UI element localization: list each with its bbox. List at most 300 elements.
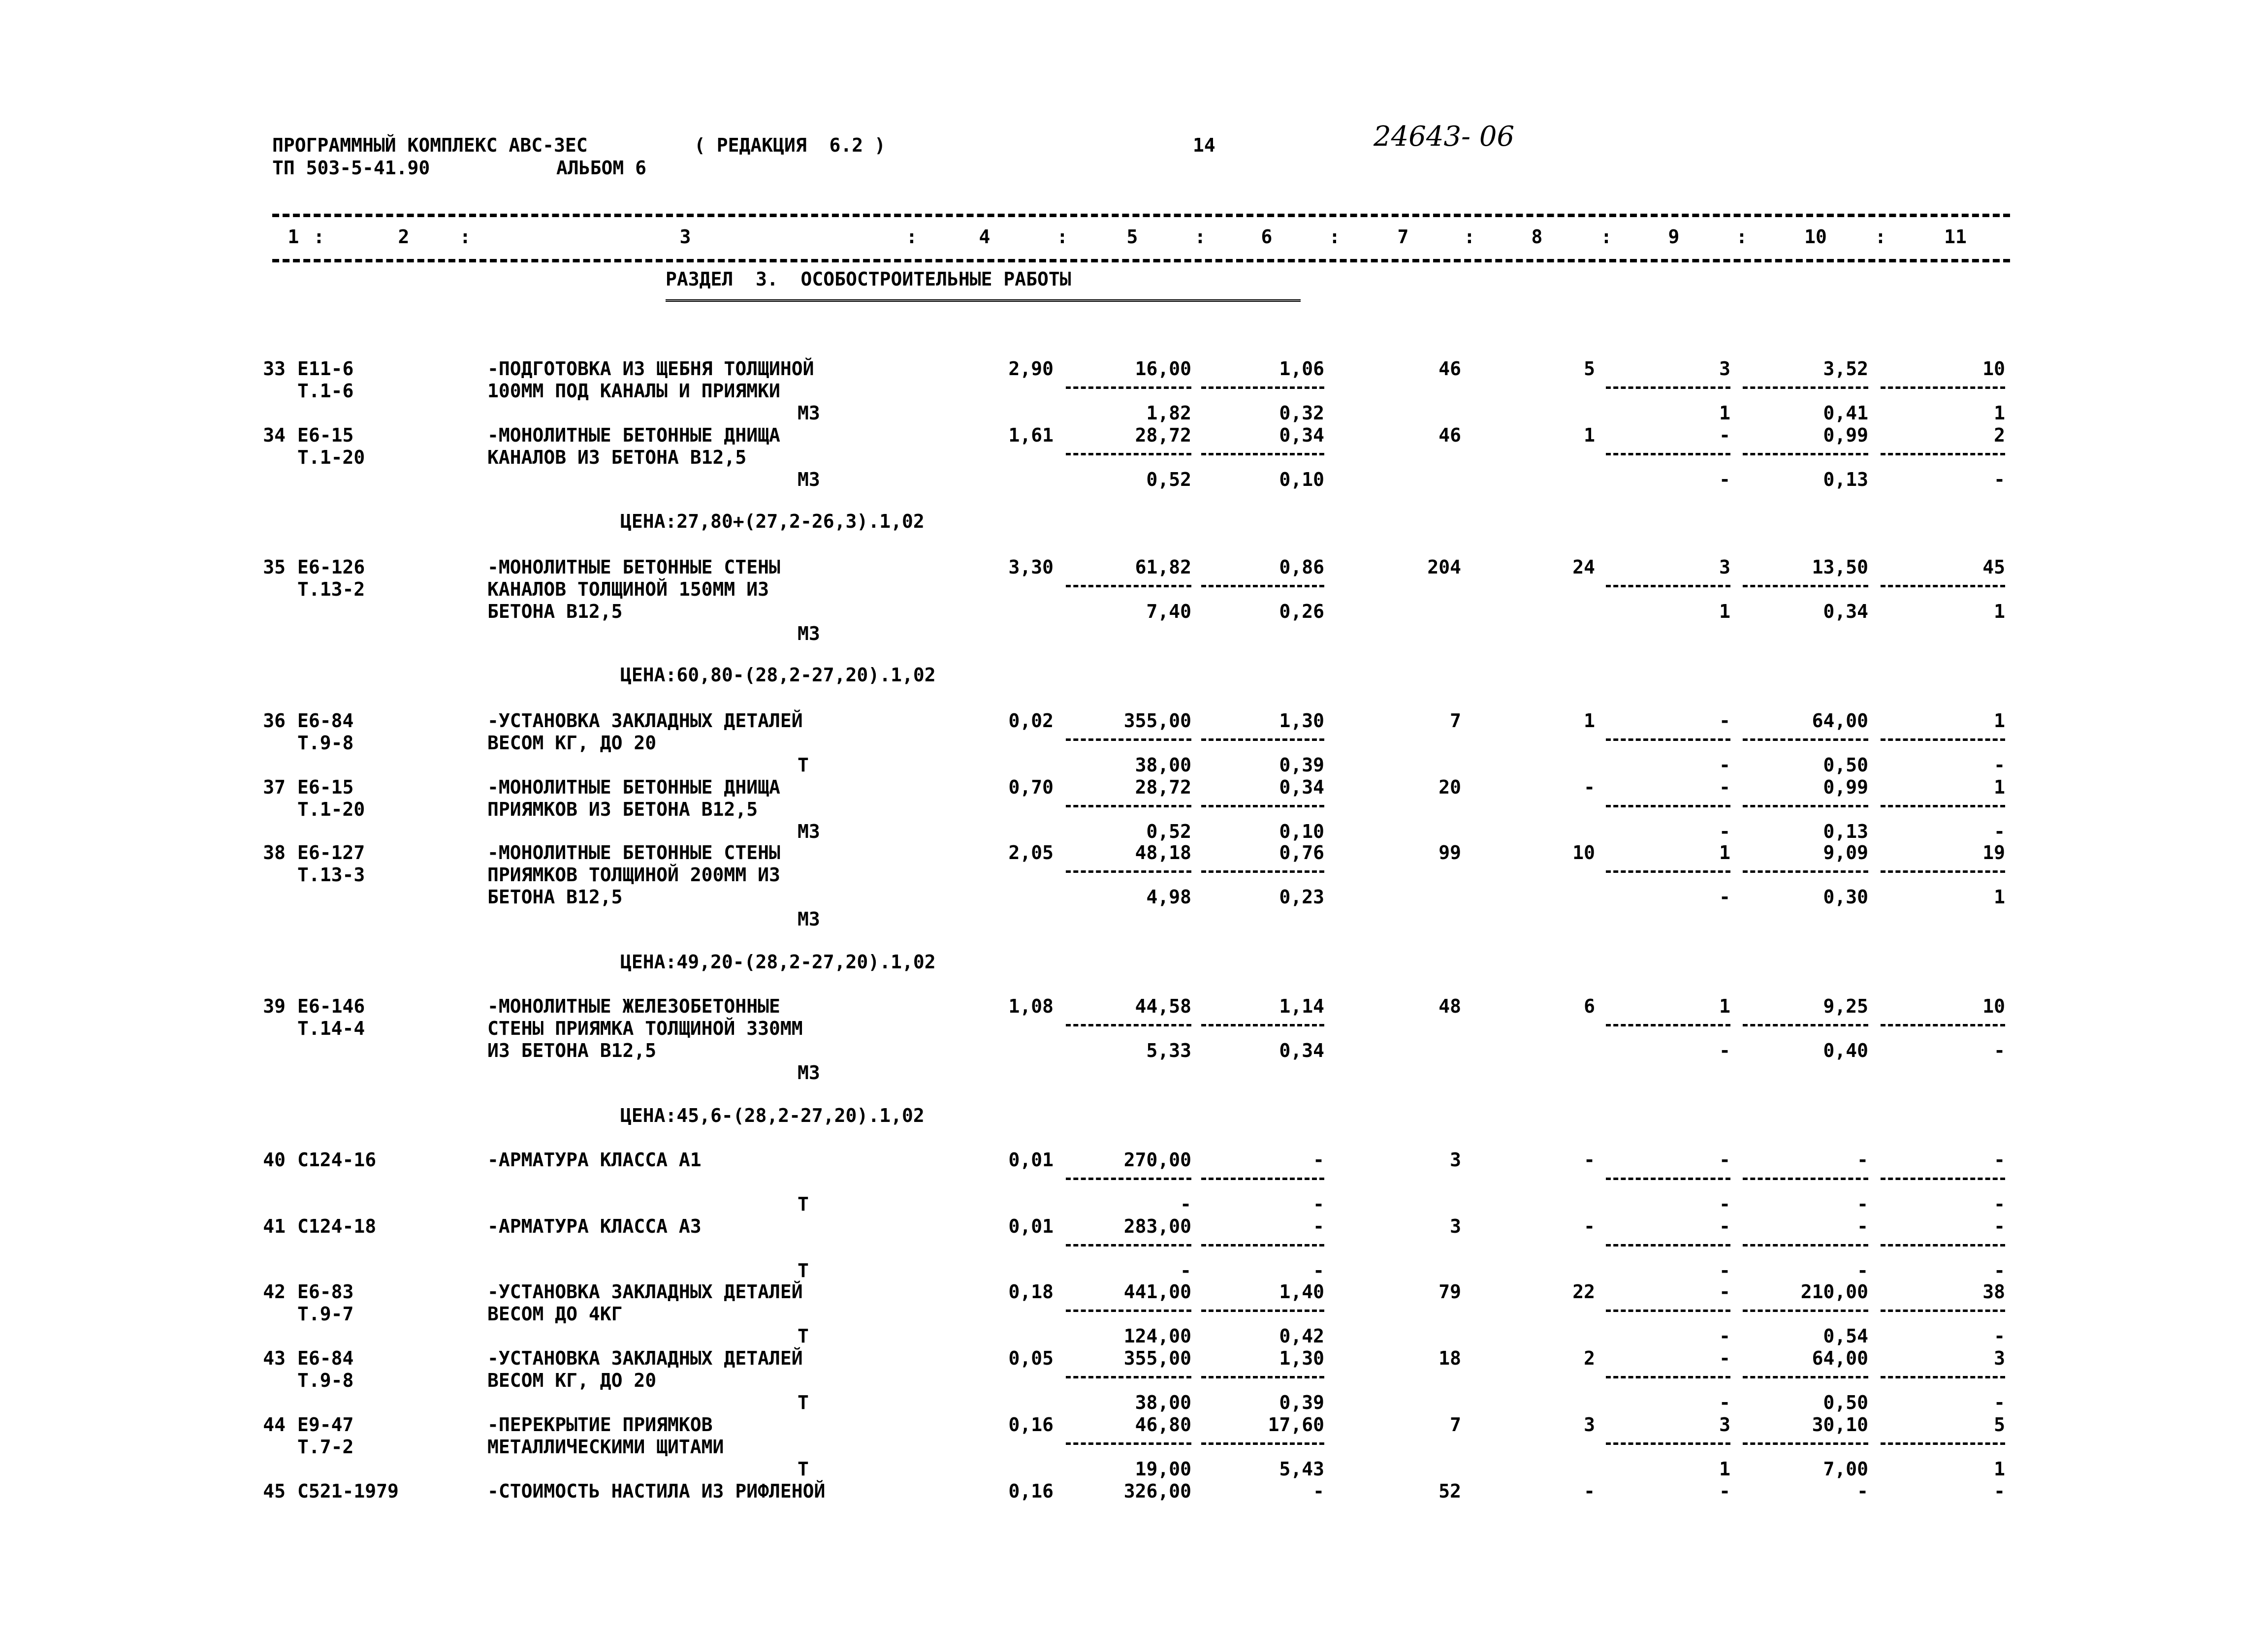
unit-machine-cost: 38,00 (1135, 754, 1191, 776)
col11-sub-value: 1 (1994, 402, 2005, 424)
column-separator: : (1056, 226, 1068, 248)
project-code: ТП 503-5-41.90 (272, 157, 430, 179)
total-cost: 79 (1438, 1281, 1461, 1303)
subtotal-rule (1606, 738, 1730, 741)
quantity: 1,08 (1008, 995, 1054, 1017)
total-wage: 3 (1584, 1414, 1595, 1436)
row-number: 37 (263, 776, 286, 798)
column-separator: : (906, 226, 918, 248)
col9-value: - (1719, 1281, 1730, 1303)
total-wage: - (1584, 1149, 1595, 1171)
unit-machine-cost: 38,00 (1135, 1392, 1191, 1413)
col10-value: 30,10 (1812, 1414, 1868, 1436)
norm-table-ref: Т.13-3 (297, 864, 365, 886)
unit-machine-wage: 0,32 (1279, 402, 1324, 424)
col10-value: 64,00 (1812, 710, 1868, 732)
unit-machine-wage: 0,34 (1279, 1040, 1324, 1061)
column-header-3: 3 (679, 226, 691, 248)
subtotal-rule (1201, 1442, 1324, 1445)
column-separator: : (1329, 226, 1341, 248)
norm-table-ref: Т.1-20 (297, 447, 365, 468)
wage-cost: 1,30 (1279, 710, 1324, 732)
col10-value: 13,50 (1812, 556, 1868, 578)
work-description: -МОНОЛИТНЫЕ БЕТОННЫЕ СТЕНЫ (487, 556, 780, 578)
col10-value: 9,25 (1823, 995, 1868, 1017)
subtotal-rule (1606, 805, 1730, 807)
subtotal-rule (1743, 585, 1868, 587)
unit-machine-cost: 4,98 (1146, 886, 1191, 908)
unit-machine-wage: - (1313, 1260, 1324, 1281)
unit-of-measure: М3 (798, 821, 820, 842)
subtotal-rule (1743, 1244, 1868, 1246)
unit-machine-cost: 19,00 (1135, 1458, 1191, 1480)
subtotal-rule (1743, 805, 1868, 807)
subtotal-rule (1606, 1024, 1730, 1026)
col10-sub-value: - (1857, 1193, 1868, 1215)
unit-cost: 16,00 (1135, 358, 1191, 380)
norm-code: Е11-6 (297, 358, 354, 380)
section-title: РАЗДЕЛ 3. ОСОБОСТРОИТЕЛЬНЫЕ РАБОТЫ (666, 268, 1071, 290)
col9-sub-value: - (1719, 754, 1730, 776)
norm-code: Е9-47 (297, 1414, 354, 1436)
wage-cost: 1,30 (1279, 1347, 1324, 1369)
subtotal-rule (1066, 1310, 1191, 1312)
column-separator: : (459, 226, 471, 248)
subtotal-rule (1743, 1024, 1868, 1026)
work-description: -МОНОЛИТНЫЕ ЖЕЛЕЗОБЕТОННЫЕ (487, 995, 780, 1017)
unit-of-measure: Т (798, 1260, 809, 1281)
subtotal-rule (1881, 870, 2005, 873)
column-separator: : (1736, 226, 1748, 248)
total-wage: 24 (1572, 556, 1595, 578)
subtotal-rule (1881, 1244, 2005, 1246)
work-description: КАНАЛОВ ИЗ БЕТОНА В12,5 (487, 447, 747, 468)
unit-machine-cost: 5,33 (1146, 1040, 1191, 1061)
subtotal-rule (1066, 1376, 1191, 1378)
wage-cost: 0,34 (1279, 776, 1324, 798)
norm-code: Е6-83 (297, 1281, 354, 1303)
quantity: 0,01 (1008, 1149, 1054, 1171)
norm-code: Е6-146 (297, 995, 365, 1017)
col9-value: - (1719, 1215, 1730, 1237)
wage-cost: 1,40 (1279, 1281, 1324, 1303)
row-number: 42 (263, 1281, 286, 1303)
column-header-6: 6 (1261, 226, 1273, 248)
subtotal-rule (1201, 386, 1324, 389)
unit-of-measure: Т (798, 754, 809, 776)
work-description: -ПОДГОТОВКА ИЗ ЩЕБНЯ ТОЛЩИНОЙ (487, 358, 814, 380)
total-wage: - (1584, 1215, 1595, 1237)
column-header-4: 4 (979, 226, 990, 248)
norm-code: Е6-84 (297, 710, 354, 732)
col9-value: 3 (1719, 358, 1730, 380)
total-cost: 99 (1438, 842, 1461, 863)
col10-sub-value: 0,30 (1823, 886, 1868, 908)
work-description: ИЗ БЕТОНА В12,5 (487, 1040, 657, 1061)
col9-value: 1 (1719, 842, 1730, 863)
subtotal-rule (1606, 1376, 1730, 1378)
col11-sub-value: - (1994, 821, 2005, 842)
unit-cost: 46,80 (1135, 1414, 1191, 1436)
row-number: 45 (263, 1480, 286, 1502)
column-header-1: 1 (287, 226, 299, 248)
subtotal-rule (1881, 738, 2005, 741)
col10-value: - (1857, 1480, 1868, 1502)
wage-cost: 1,06 (1279, 358, 1324, 380)
work-description: МЕТАЛЛИЧЕСКИМИ ЩИТАМИ (487, 1436, 724, 1458)
unit-cost: 326,00 (1123, 1480, 1191, 1502)
wage-cost: 0,76 (1279, 842, 1324, 863)
total-cost: 7 (1450, 1414, 1461, 1436)
work-description: -УСТАНОВКА ЗАКЛАДНЫХ ДЕТАЛЕЙ (487, 710, 803, 732)
subtotal-rule (1881, 386, 2005, 389)
col11-value: 19 (1982, 842, 2005, 863)
row-number: 39 (263, 995, 286, 1017)
subtotal-rule (1743, 453, 1868, 455)
col9-value: 1 (1719, 995, 1730, 1017)
total-cost: 46 (1438, 424, 1461, 446)
quantity: 0,70 (1008, 776, 1054, 798)
subtotal-rule (1881, 1024, 2005, 1026)
work-description: СТЕНЫ ПРИЯМКА ТОЛЩИНОЙ 330ММ (487, 1018, 803, 1039)
unit-machine-cost: 124,00 (1123, 1325, 1191, 1347)
col10-value: 210,00 (1800, 1281, 1868, 1303)
total-wage: 1 (1584, 710, 1595, 732)
subtotal-rule (1066, 805, 1191, 807)
col11-sub-value: 1 (1994, 886, 2005, 908)
col10-value: - (1857, 1149, 1868, 1171)
subtotal-rule (1606, 453, 1730, 455)
unit-machine-wage: 0,23 (1279, 886, 1324, 908)
unit-of-measure: М3 (798, 402, 820, 424)
total-cost: 204 (1427, 556, 1461, 578)
subtotal-rule (1743, 1310, 1868, 1312)
col10-value: - (1857, 1215, 1868, 1237)
col10-sub-value: 0,34 (1823, 601, 1868, 622)
subtotal-rule (1881, 805, 2005, 807)
row-number: 40 (263, 1149, 286, 1171)
col11-sub-value: - (1994, 754, 2005, 776)
quantity: 0,18 (1008, 1281, 1054, 1303)
wage-cost: 1,14 (1279, 995, 1324, 1017)
column-separator: : (1464, 226, 1475, 248)
subtotal-rule (1201, 1024, 1324, 1026)
col11-value: 38 (1982, 1281, 2005, 1303)
norm-table-ref: Т.1-20 (297, 799, 365, 820)
work-description: -УСТАНОВКА ЗАКЛАДНЫХ ДЕТАЛЕЙ (487, 1281, 803, 1303)
total-cost: 18 (1438, 1347, 1461, 1369)
work-description: -АРМАТУРА КЛАССА А3 (487, 1215, 702, 1237)
unit-machine-wage: 0,26 (1279, 601, 1324, 622)
norm-table-ref: Т.9-8 (297, 732, 354, 754)
unit-machine-wage: 0,10 (1279, 469, 1324, 490)
album-label: АЛЬБОМ 6 (556, 157, 647, 179)
unit-of-measure: Т (798, 1325, 809, 1347)
col11-value: - (1994, 1215, 2005, 1237)
wage-cost: - (1313, 1149, 1324, 1171)
col10-sub-value: 0,13 (1823, 821, 1868, 842)
col9-value: - (1719, 424, 1730, 446)
col11-sub-value: - (1994, 1392, 2005, 1413)
quantity: 0,02 (1008, 710, 1054, 732)
col9-sub-value: 1 (1719, 601, 1730, 622)
unit-machine-wage: 0,39 (1279, 754, 1324, 776)
quantity: 1,61 (1008, 424, 1054, 446)
col10-sub-value: 0,13 (1823, 469, 1868, 490)
subtotal-rule (1743, 1442, 1868, 1445)
unit-cost: 270,00 (1123, 1149, 1191, 1171)
work-description: -СТОИМОСТЬ НАСТИЛА ИЗ РИФЛЕНОЙ (487, 1480, 826, 1502)
total-wage: 1 (1584, 424, 1595, 446)
col9-sub-value: - (1719, 1193, 1730, 1215)
col11-sub-value: - (1994, 1193, 2005, 1215)
edition-label: ( РЕДАКЦИЯ 6.2 ) (694, 134, 886, 156)
col9-value: 3 (1719, 556, 1730, 578)
row-number: 35 (263, 556, 286, 578)
col10-sub-value: 0,50 (1823, 754, 1868, 776)
total-cost: 52 (1438, 1480, 1461, 1502)
total-wage: 10 (1572, 842, 1595, 863)
column-header-7: 7 (1397, 226, 1409, 248)
unit-machine-wage: - (1313, 1193, 1324, 1215)
unit-of-measure: М3 (798, 623, 820, 644)
unit-machine-cost: 0,52 (1146, 469, 1191, 490)
row-number: 33 (263, 358, 286, 380)
col10-value: 0,99 (1823, 424, 1868, 446)
col9-value: - (1719, 1149, 1730, 1171)
subtotal-rule (1606, 1244, 1730, 1246)
price-formula: ЦЕНА:49,20-(28,2-27,20).1,02 (620, 951, 936, 973)
quantity: 0,16 (1008, 1414, 1054, 1436)
quantity: 0,05 (1008, 1347, 1054, 1369)
total-cost: 3 (1450, 1149, 1461, 1171)
wage-cost: 0,34 (1279, 424, 1324, 446)
total-wage: - (1584, 1480, 1595, 1502)
norm-table-ref: Т.13-2 (297, 578, 365, 600)
subtotal-rule (1066, 386, 1191, 389)
unit-cost: 61,82 (1135, 556, 1191, 578)
wage-cost: 17,60 (1268, 1414, 1324, 1436)
col10-value: 0,99 (1823, 776, 1868, 798)
col9-sub-value: - (1719, 1040, 1730, 1061)
unit-of-measure: М3 (798, 1062, 820, 1084)
subtotal-rule (1881, 1178, 2005, 1180)
col10-sub-value: - (1857, 1260, 1868, 1281)
subtotal-rule (1201, 738, 1324, 741)
col9-value: - (1719, 776, 1730, 798)
column-header-10: 10 (1804, 226, 1827, 248)
subtotal-rule (1066, 1178, 1191, 1180)
subtotal-rule (1881, 453, 2005, 455)
col9-value: - (1719, 1347, 1730, 1369)
work-description: -МОНОЛИТНЫЕ БЕТОННЫЕ ДНИЩА (487, 776, 780, 798)
norm-code: С521-1979 (297, 1480, 399, 1502)
work-description: ПРИЯМКОВ ИЗ БЕТОНА В12,5 (487, 799, 758, 820)
subtotal-rule (1606, 585, 1730, 587)
column-header-2: 2 (398, 226, 410, 248)
col11-sub-value: 1 (1994, 1458, 2005, 1480)
col9-sub-value: 1 (1719, 1458, 1730, 1480)
wage-cost: 0,86 (1279, 556, 1324, 578)
unit-of-measure: М3 (798, 908, 820, 930)
norm-table-ref: Т.14-4 (297, 1018, 365, 1039)
subtotal-rule (1066, 1244, 1191, 1246)
unit-machine-cost: - (1180, 1193, 1191, 1215)
col11-value: 1 (1994, 710, 2005, 732)
unit-machine-cost: 0,52 (1146, 821, 1191, 842)
subtotal-rule (1201, 805, 1324, 807)
quantity: 0,16 (1008, 1480, 1054, 1502)
col10-value: 3,52 (1823, 358, 1868, 380)
row-number: 43 (263, 1347, 286, 1369)
norm-table-ref: Т.7-2 (297, 1436, 354, 1458)
subtotal-rule (1743, 1178, 1868, 1180)
subtotal-rule (1606, 870, 1730, 873)
work-description: ВЕСОМ ДО 4КГ (487, 1303, 623, 1325)
subtotal-rule (1201, 453, 1324, 455)
col11-value: 3 (1994, 1347, 2005, 1369)
col9-value: 3 (1719, 1414, 1730, 1436)
work-description: ВЕСОМ КГ, ДО 20 (487, 732, 657, 754)
unit-machine-wage: 0,42 (1279, 1325, 1324, 1347)
subtotal-rule (1881, 1310, 2005, 1312)
column-header-9: 9 (1668, 226, 1680, 248)
total-wage: 5 (1584, 358, 1595, 380)
col11-value: 5 (1994, 1414, 2005, 1436)
handwritten-doc-number: 24643- 06 (1374, 121, 1515, 153)
norm-code: Е6-15 (297, 776, 354, 798)
total-cost: 3 (1450, 1215, 1461, 1237)
col9-sub-value: - (1719, 469, 1730, 490)
work-description: ПРИЯМКОВ ТОЛЩИНОЙ 200ММ ИЗ (487, 864, 780, 886)
row-number: 38 (263, 842, 286, 863)
work-description: -ПЕРЕКРЫТИЕ ПРИЯМКОВ (487, 1414, 713, 1436)
unit-machine-wage: 0,10 (1279, 821, 1324, 842)
norm-code: С124-18 (297, 1215, 377, 1237)
subtotal-rule (1066, 453, 1191, 455)
program-title: ПРОГРАММНЫЙ КОМПЛЕКС АВС-3ЕС (272, 134, 588, 156)
norm-code: Е6-15 (297, 424, 354, 446)
column-separator: : (313, 226, 325, 248)
column-separator: : (1194, 226, 1206, 248)
norm-table-ref: Т.9-7 (297, 1303, 354, 1325)
col9-value: - (1719, 710, 1730, 732)
subtotal-rule (1066, 585, 1191, 587)
subtotal-rule (1606, 1310, 1730, 1312)
column-header-8: 8 (1531, 226, 1543, 248)
unit-of-measure: Т (798, 1193, 809, 1215)
unit-cost: 283,00 (1123, 1215, 1191, 1237)
subtotal-rule (1066, 738, 1191, 741)
subtotal-rule (1066, 1024, 1191, 1026)
work-description: БЕТОНА В12,5 (487, 886, 623, 908)
col11-value: 2 (1994, 424, 2005, 446)
wage-cost: - (1313, 1480, 1324, 1502)
col10-value: 64,00 (1812, 1347, 1868, 1369)
col9-sub-value: - (1719, 821, 1730, 842)
work-description: -МОНОЛИТНЫЕ БЕТОННЫЕ СТЕНЫ (487, 842, 780, 863)
subtotal-rule (1201, 1310, 1324, 1312)
subtotal-rule (1606, 1178, 1730, 1180)
norm-code: Е6-84 (297, 1347, 354, 1369)
col9-sub-value: - (1719, 886, 1730, 908)
total-wage: 6 (1584, 995, 1595, 1017)
col11-sub-value: - (1994, 1325, 2005, 1347)
unit-cost: 44,58 (1135, 995, 1191, 1017)
subtotal-rule (1743, 386, 1868, 389)
total-cost: 7 (1450, 710, 1461, 732)
col9-sub-value: - (1719, 1260, 1730, 1281)
column-separator: : (1875, 226, 1886, 248)
subtotal-rule (1201, 1376, 1324, 1378)
col10-sub-value: 0,40 (1823, 1040, 1868, 1061)
price-formula: ЦЕНА:45,6-(28,2-27,20).1,02 (620, 1105, 925, 1126)
unit-of-measure: М3 (798, 469, 820, 490)
subtotal-rule (1201, 1178, 1324, 1180)
subtotal-rule (1201, 870, 1324, 873)
row-number: 41 (263, 1215, 286, 1237)
subtotal-rule (1743, 1376, 1868, 1378)
norm-code: С124-16 (297, 1149, 377, 1171)
subtotal-rule (1743, 870, 1868, 873)
col11-value: 10 (1982, 995, 2005, 1017)
work-description: -МОНОЛИТНЫЕ БЕТОННЫЕ ДНИЩА (487, 424, 780, 446)
work-description: -АРМАТУРА КЛАССА А1 (487, 1149, 702, 1171)
price-formula: ЦЕНА:60,80-(28,2-27,20).1,02 (620, 664, 936, 686)
unit-machine-cost: - (1180, 1260, 1191, 1281)
section-underline (666, 299, 1301, 302)
work-description: 100ММ ПОД КАНАЛЫ И ПРИЯМКИ (487, 380, 780, 402)
col10-sub-value: 0,41 (1823, 402, 1868, 424)
subtotal-rule (1201, 1244, 1324, 1246)
col9-sub-value: - (1719, 1392, 1730, 1413)
col10-value: 9,09 (1823, 842, 1868, 863)
col10-sub-value: 7,00 (1823, 1458, 1868, 1480)
row-number: 36 (263, 710, 286, 732)
subtotal-rule (1881, 1376, 2005, 1378)
unit-of-measure: Т (798, 1458, 809, 1480)
subtotal-rule (1606, 386, 1730, 389)
price-formula: ЦЕНА:27,80+(27,2-26,3).1,02 (620, 511, 925, 532)
norm-code: Е6-127 (297, 842, 365, 863)
unit-machine-cost: 7,40 (1146, 601, 1191, 622)
col11-value: 10 (1982, 358, 2005, 380)
unit-machine-wage: 5,43 (1279, 1458, 1324, 1480)
col11-sub-value: - (1994, 1040, 2005, 1061)
unit-cost: 441,00 (1123, 1281, 1191, 1303)
col9-value: - (1719, 1480, 1730, 1502)
col11-sub-value: - (1994, 469, 2005, 490)
quantity: 3,30 (1008, 556, 1054, 578)
unit-of-measure: Т (798, 1392, 809, 1413)
unit-cost: 355,00 (1123, 710, 1191, 732)
unit-cost: 48,18 (1135, 842, 1191, 863)
subtotal-rule (1606, 1442, 1730, 1445)
work-description: КАНАЛОВ ТОЛЩИНОЙ 150ММ ИЗ (487, 578, 769, 600)
subtotal-rule (1743, 738, 1868, 741)
col11-value: 1 (1994, 776, 2005, 798)
table-top-rule (272, 214, 2010, 217)
total-cost: 46 (1438, 358, 1461, 380)
subtotal-rule (1881, 585, 2005, 587)
col9-sub-value: 1 (1719, 402, 1730, 424)
col10-sub-value: 0,54 (1823, 1325, 1868, 1347)
subtotal-rule (1201, 585, 1324, 587)
total-wage: 2 (1584, 1347, 1595, 1369)
quantity: 0,01 (1008, 1215, 1054, 1237)
unit-cost: 28,72 (1135, 776, 1191, 798)
page-number: 14 (1193, 134, 1215, 156)
